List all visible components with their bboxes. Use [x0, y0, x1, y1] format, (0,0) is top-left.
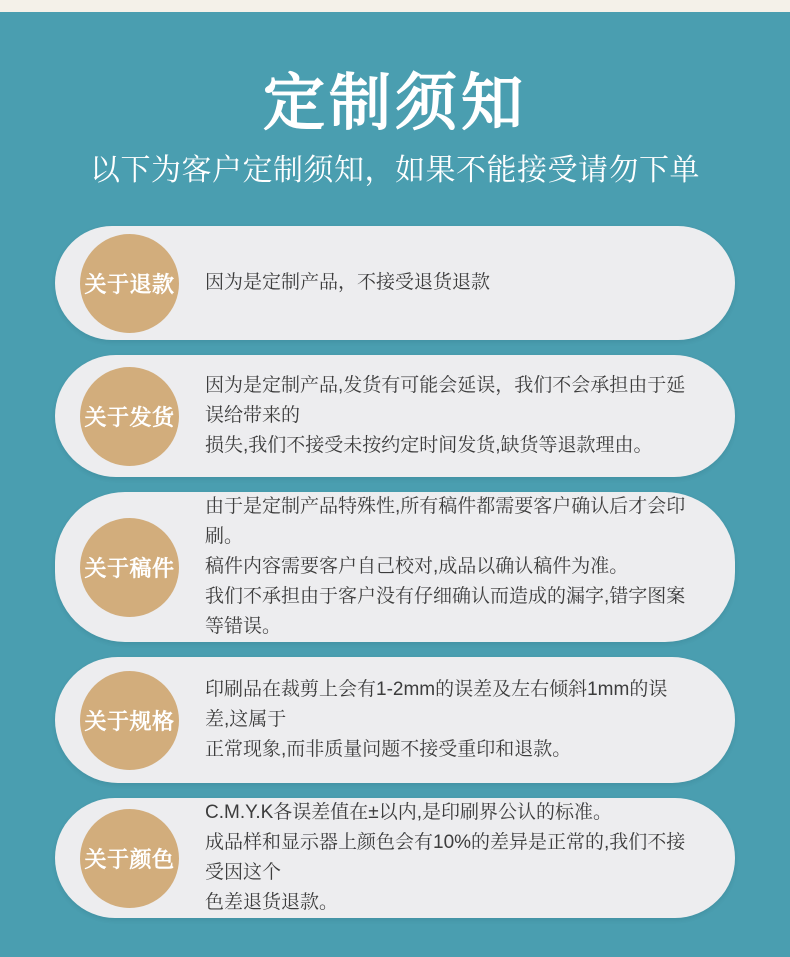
notice-line: 印刷品在裁剪上会有1-2mm的误差及左右倾斜1mm的误差,这属于: [205, 679, 668, 731]
notice-line: 我们不承担由于客户没有仔细确认而造成的漏字,错字图案等错误。: [205, 586, 686, 638]
specification-badge: [80, 671, 179, 770]
notice-line: 成品样和显示器上颜色会有10%的差异是正常的,我们不接受因这个: [205, 832, 686, 884]
shipping-badge: [80, 367, 179, 466]
notice-line: C.M.Y.K各误差值在±以内,是印刷界公认的标准。: [205, 802, 612, 824]
shipping-badge-label: 关于发货: [84, 404, 175, 430]
notice-line: 正常现象,而非质量问题不接受重印和退款。: [205, 739, 572, 761]
page-subtitle: 以下为客户定制须知，如果不能接受请勿下单: [90, 154, 700, 188]
color-badge-label: 关于颜色: [84, 846, 175, 872]
notice-line: 由于是定制产品特殊性,所有稿件都需要客户确认后才会印刷。: [205, 496, 686, 548]
color-badge: [80, 809, 179, 908]
notice-card-shipping: [55, 355, 735, 477]
notice-card-refund: [55, 226, 735, 340]
refund-badge-label: 关于退款: [84, 271, 175, 297]
refund-badge: [80, 234, 179, 333]
shipping-notice-text: [205, 371, 735, 461]
notice-line: 损失,我们不接受未按约定时间发货,缺货等退款理由。: [205, 435, 653, 457]
draft-badge: [80, 518, 179, 617]
notice-card-specification: [55, 657, 735, 783]
draft-badge-label: 关于稿件: [84, 555, 175, 581]
notice-line: 色差退货退款。: [205, 892, 339, 914]
notice-line: 因为是定制产品，不接受退货退款: [205, 272, 491, 294]
draft-notice-text: [205, 492, 735, 642]
notice-card-draft: [55, 492, 735, 642]
specification-badge-label: 关于规格: [84, 708, 175, 734]
notice-line: 因为是定制产品,发货有可能会延误，我们不会承担由于延误给带来的: [205, 375, 686, 427]
page-title: 定制须知: [262, 69, 527, 138]
top-strip: [0, 0, 790, 12]
notice-card-color: [55, 798, 735, 918]
notice-line: 稿件内容需要客户自己校对,成品以确认稿件为准。: [205, 556, 629, 578]
notice-list: [55, 226, 735, 918]
refund-notice-text: [205, 268, 538, 298]
color-notice-text: [205, 798, 735, 918]
specification-notice-text: [205, 675, 735, 765]
